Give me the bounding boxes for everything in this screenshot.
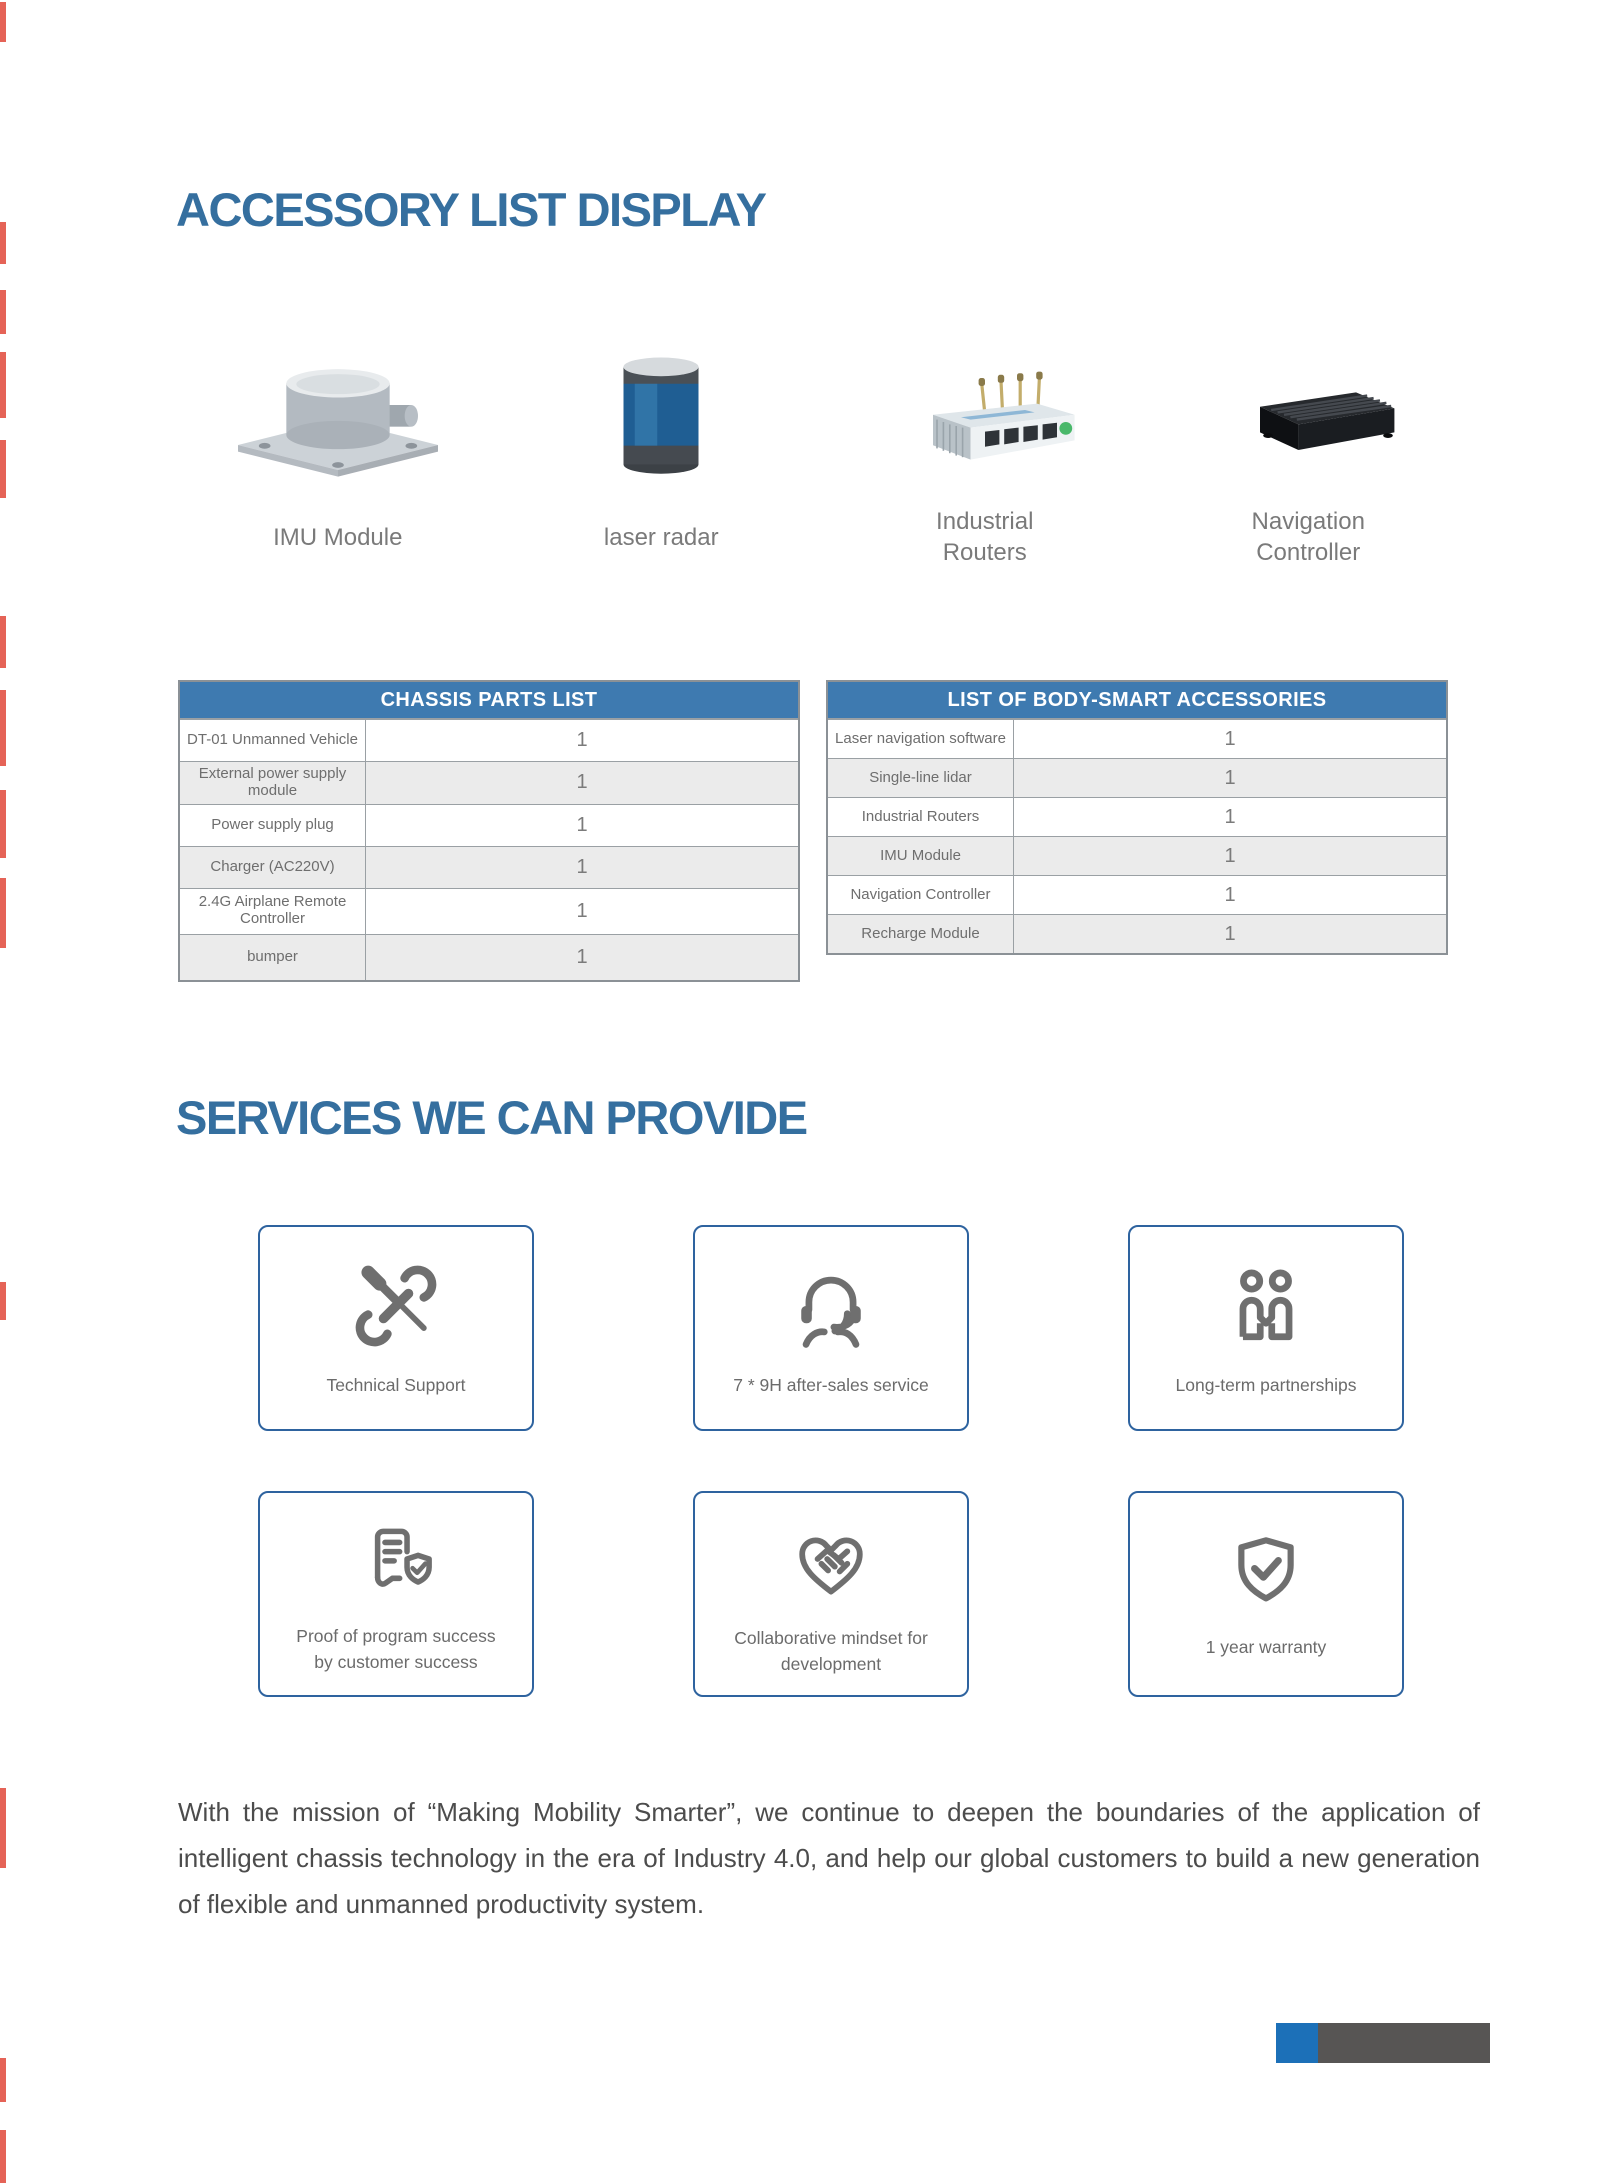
headset-icon (783, 1258, 879, 1359)
part-name: External power supply module (180, 762, 366, 804)
part-name: Navigation Controller (828, 876, 1014, 914)
edge-artifact (0, 290, 6, 334)
chassis-parts-table-header: CHASSIS PARTS LIST (180, 682, 798, 719)
edge-artifact (0, 1282, 6, 1320)
imu-module-image (213, 318, 463, 500)
services-grid (258, 1225, 1404, 1697)
part-qty: 1 (576, 813, 588, 836)
table-row (180, 888, 798, 934)
edge-artifact (0, 2130, 6, 2183)
table-row (828, 719, 1446, 758)
accessory-list-title: ACCESSORY LIST DISPLAY (176, 183, 766, 237)
chassis-parts-table (178, 680, 800, 982)
service-label: 7 * 9H after-sales service (733, 1374, 929, 1395)
part-qty: 1 (1224, 922, 1236, 945)
part-qty: 1 (1224, 727, 1236, 750)
part-qty: 1 (576, 945, 588, 968)
product-imu-module (176, 318, 500, 576)
part-qty: 1 (1224, 883, 1236, 906)
table-row (180, 846, 798, 888)
product-label: laser radar (603, 523, 719, 551)
service-card-after-sales (693, 1225, 969, 1431)
product-navigation-controller (1147, 318, 1471, 576)
table-row (828, 914, 1446, 953)
part-qty: 1 (576, 729, 588, 751)
product-laser-radar (500, 318, 824, 576)
part-name: Power supply plug (180, 805, 366, 846)
edge-artifact (0, 440, 6, 498)
part-qty: 1 (576, 855, 588, 878)
service-label: Proof of program success by customer success (296, 1626, 496, 1672)
service-card-warranty (1128, 1491, 1404, 1697)
service-card-proof-of-success (258, 1491, 534, 1697)
edge-artifact (0, 616, 6, 668)
part-qty: 1 (576, 771, 588, 794)
part-name: bumper (180, 935, 366, 980)
edge-artifact (0, 790, 6, 858)
part-qty: 1 (1224, 805, 1236, 828)
part-name: IMU Module (828, 837, 1014, 875)
table-row (828, 875, 1446, 914)
body-smart-accessories-table-header: LIST OF BODY-SMART ACCESSORIES (828, 682, 1446, 719)
footer-gray-bar (1318, 2023, 1490, 2063)
part-name: Laser navigation software (828, 720, 1014, 758)
mission-paragraph: With the mission of “Making Mobility Smarter”, we continue to deepen the boundaries of the application of intelligent chassis technology in the era of Industry 4.0, and help our global customers to build a new generation of flexible and unmanned productivity system. (178, 1797, 1480, 1919)
product-industrial-routers (823, 318, 1147, 576)
laser-radar-image (586, 318, 736, 500)
footer-decoration (1276, 2023, 1490, 2063)
service-label: Long-term partnerships (1175, 1374, 1357, 1395)
document-shield-icon (350, 1513, 442, 1610)
service-card-collaborative-mindset (693, 1491, 969, 1697)
table-row (828, 758, 1446, 797)
part-name: Industrial Routers (828, 798, 1014, 836)
product-label: IMU Module (273, 523, 403, 551)
edge-artifact (0, 2, 6, 42)
table-row (828, 797, 1446, 836)
edge-artifact (0, 690, 6, 766)
edge-artifact (0, 878, 6, 948)
edge-artifact (0, 352, 6, 418)
edge-artifact (0, 222, 6, 264)
table-row (180, 719, 798, 761)
shield-check-icon (1222, 1528, 1310, 1621)
tools-icon (348, 1258, 444, 1359)
heart-handshake-icon (783, 1511, 879, 1612)
footer-blue-square (1276, 2023, 1318, 2063)
part-name: DT-01 Unmanned Vehicle (180, 720, 366, 761)
part-qty: 1 (1224, 844, 1236, 867)
part-qty: 1 (1224, 766, 1236, 789)
table-row (180, 804, 798, 846)
part-name: Recharge Module (828, 915, 1014, 953)
part-name: 2.4G Airplane Remote Controller (180, 889, 366, 934)
service-card-technical-support (258, 1225, 534, 1431)
edge-artifact (0, 1788, 6, 1868)
service-label: 1 year warranty (1205, 1636, 1327, 1657)
service-label: Collaborative mindset for development (734, 1628, 928, 1674)
table-row (828, 836, 1446, 875)
edge-artifact (0, 2058, 6, 2102)
table-row (180, 934, 798, 980)
table-row (180, 761, 798, 804)
services-title: SERVICES WE CAN PROVIDE (176, 1091, 807, 1145)
service-label: Technical Support (326, 1374, 466, 1395)
part-name: Charger (AC220V) (180, 847, 366, 888)
body-smart-accessories-table (826, 680, 1448, 955)
service-card-partnerships (1128, 1225, 1404, 1431)
industrial-router-image (865, 318, 1105, 500)
partnership-icon (1218, 1258, 1314, 1359)
part-name: Single-line lidar (828, 759, 1014, 797)
product-label: Navigation Controller (1251, 508, 1365, 566)
product-row (176, 318, 1470, 576)
navigation-controller-image (1188, 318, 1428, 500)
part-qty: 1 (576, 899, 588, 922)
product-label: Industrial Routers (936, 508, 1034, 566)
